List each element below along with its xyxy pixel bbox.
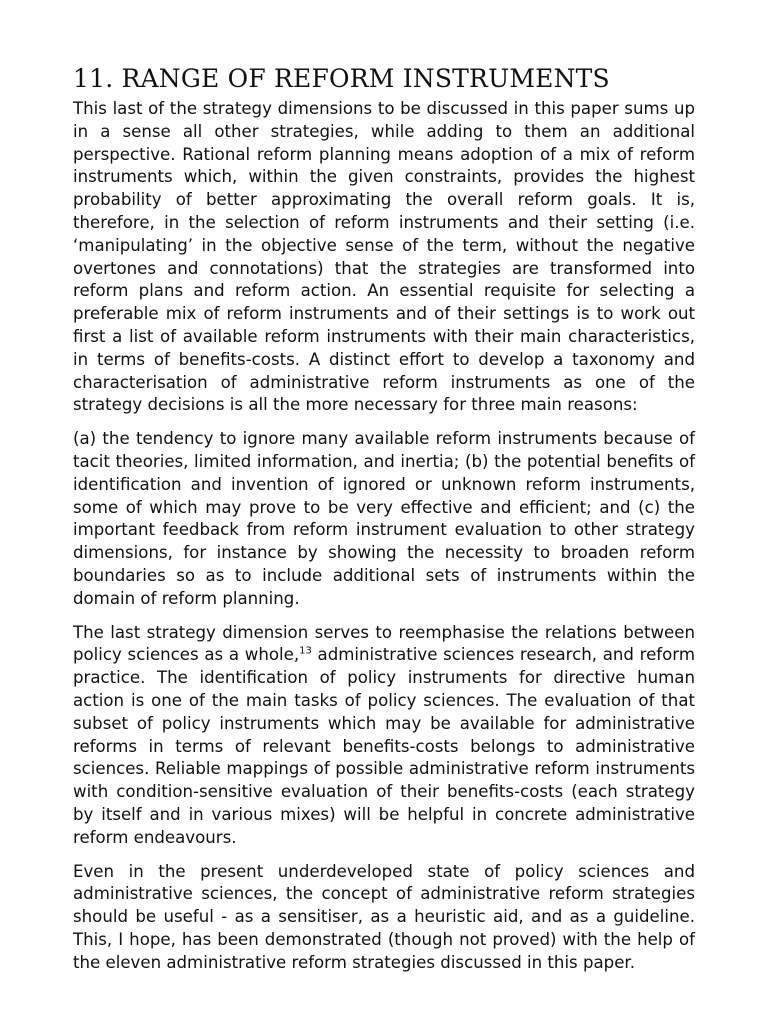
paragraph-3 — [73, 622, 695, 850]
footnote-reference[interactable]: 13 — [299, 645, 312, 657]
paragraph-3-text-after: administrative sciences research, and reform practice. The identification of policy instruments for directive human action is one of the main tasks of policy sciences. The evaluation of that subset of policy instruments which may be available for administrative reforms in terms of relevant benefits-costs belongs to administrative sciences. Reliable mappings of possible administrative reform instruments with condition-sensitive evaluation of their benefits-costs (each strategy by itself and in various mixes) will be helpful in concrete administrative reform endeavours. — [73, 645, 695, 847]
paragraph-3-text-before: The last strategy dimension serves to reemphasise the relations between policy sciences as a whole, — [73, 622, 695, 665]
section-heading: 11. RANGE OF REFORM INSTRUMENTS — [73, 64, 610, 93]
paragraph-4: Even in the present underdeveloped state of policy sciences and administrative sciences, the concept of administrative reform strategies should be useful - as a sensitiser, as a heuristic aid, and as a guideline. This, I hope, has been demonstrated (though not proved) with the help of the eleven administrative reform strategies discussed in this paper. — [73, 861, 695, 972]
paragraph-1: This last of the strategy dimensions to be discussed in this paper sums up in a sense all other strategies, while adding to them an additional perspective. Rational reform planning means adoption of a mix of reform instruments which, within the given constraints, provides the highest probability of better approximating the overall reform goals. It is, therefore, in the selection of reform instruments and their setting (i.e. ‘manipulating’ in the objective sense of the term, without the negative overtones and connotations) that the strategies are transformed into reform plans and reform action. An essential requisite for selecting a preferable mix of reform instruments and of their settings is to work out first a list of available reform instruments with their main characteristics, in terms of benefits-costs. A distinct effort to develop a taxonomy and characterisation of administrative reform instruments as one of the strategy decisions is all the more necessary for three main reasons: — [73, 99, 695, 415]
paragraph-2: (a) the tendency to ignore many available reform instruments because of tacit theories, limited information, and inertia; (b) the potential benefits of identification and invention of ignored or unknown reform instruments, some of which may prove to be very effective and efficient; and (c) the important feedback from reform instrument evaluation to other strategy dimensions, for instance by showing the necessity to broaden reform boundaries so as to include additional sets of instruments within the domain of reform planning. — [73, 429, 695, 608]
